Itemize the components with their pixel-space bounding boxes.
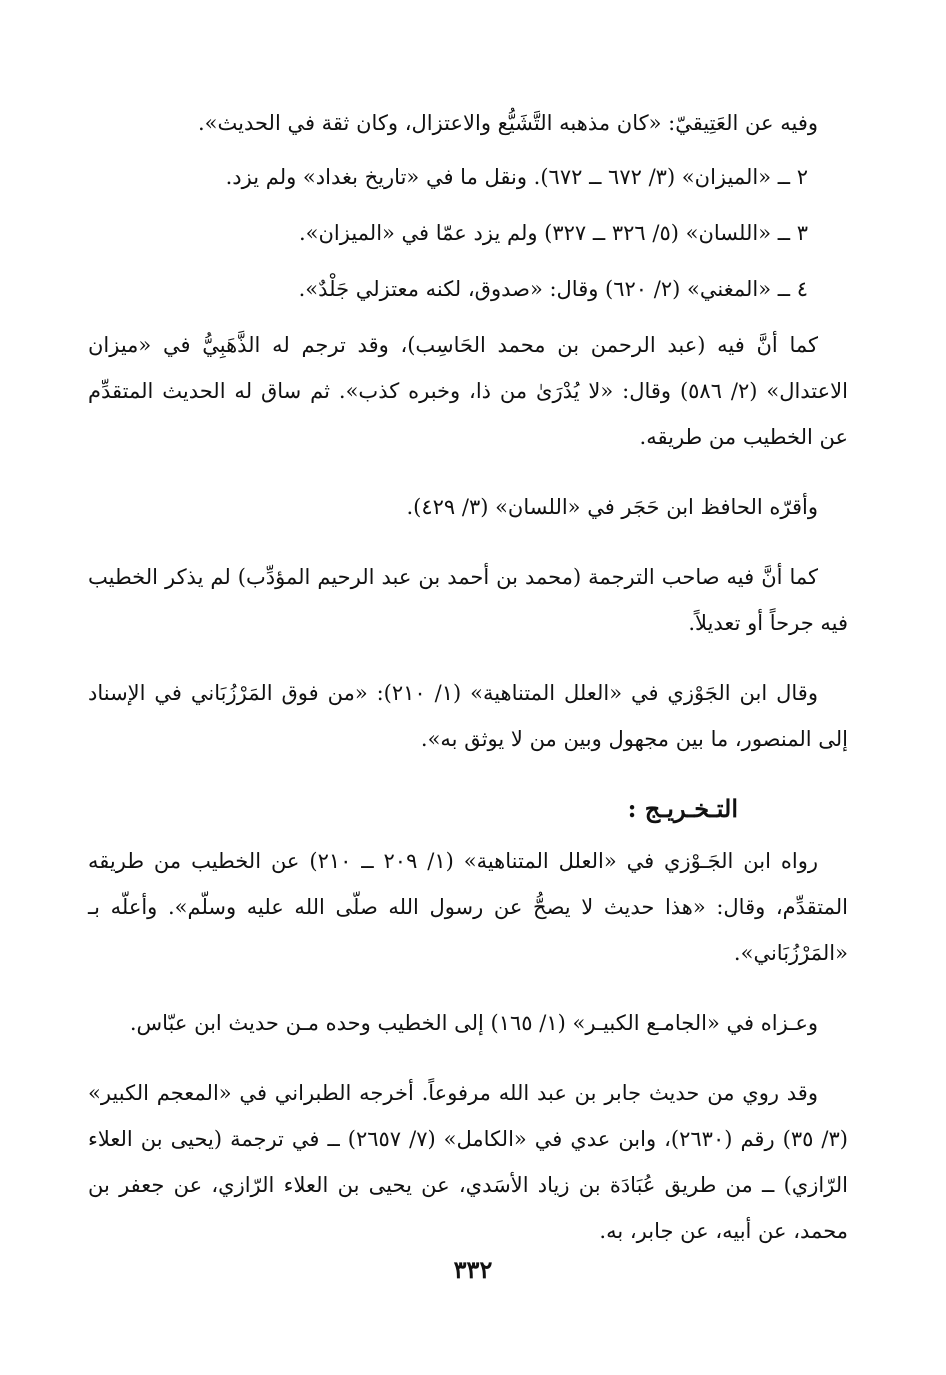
paragraph-abdulrahman-hasib: كما أنَّ فيه (عبد الرحمن بن محمد الحَاسِب)، وقد ترجم له الذَّهَبِيُّ في «ميزان الاعتدال» (٢/ ٥٨٦) وقال: «لا يُدْرَىٰ من ذا، وخبره كذب». ثم ساق له الحديث المتقدِّم عن الخطيب من طريقه. [88,333,848,449]
list-item-mughni: ٤ ــ «المغني» (٢/ ٦٢٠) وقال: «صدوق، لكنه معتزلي جَلْدٌ». [298,277,808,301]
paragraph-jabir-hadith: وقد روي من حديث جابر بن عبد الله مرفوعاً. أخرجه الطبراني في «المعجم الكبير» (٣/ ٣٥) رقم (٢٦٣٠)، وابن عدي في «الكامل» (٧/ ٢٦٥٧) ــ في ترجمة (يحيى بن العلاء الرّازي) ــ من طريق عُبَادَة بن زياد الأسَدي، عن يحيى بن العلاء الرّازي، عن جعفر بن محمد، عن أبيه، عن جابر، به. [88,1081,848,1243]
page-body [88,100,848,1278]
paragraph-takhrij-jawzi: رواه ابن الجَـوْزي في «العلل المتناهية» (١/ ٢٠٩ ــ ٢١٠) عن الخطيب من طريقه المتقدِّم، وقال: «هذا حديث لا يصحُّ عن رسول الله صلّى الله عليه وسلّم». وأعلّه بـ «المَرْزُبَاني». [88,849,848,965]
paragraph-ibn-hajar: وأقرّه الحافظ ابن حَجَر في «اللسان» (٣/ ٤٢٩). [406,495,818,519]
list-item-lisan: ٣ ــ «اللسان» (٥/ ٣٢٦ ــ ٣٢٧) ولم يزد عمّا في «الميزان». [298,221,808,245]
section-heading-takhrij: التـخـريـج : [627,794,738,823]
paragraph-ibn-jawzi: وقال ابن الجَوْزي في «العلل المتناهية» (١/ ٢١٠): «من فوق المَرْزُبَاني في الإسناد إلى المنصور، ما بين مجهول وبين من لا يوثق به». [88,681,848,751]
paragraph-muaddib: كما أنَّ فيه صاحب الترجمة (محمد بن أحمد بن عبد الرحيم المؤدِّب) لم يذكر الخطيب فيه جرحاً أو تعديلاً. [88,565,848,635]
paragraph-jami-kabir: وعـزاه في «الجامـع الكبيـر» (١/ ١٦٥) إلى الخطيب وحده مـن حديث ابن عبّاس. [129,1011,818,1035]
paragraph-atiqi-quote: وفيه عن العَتِيقيّ: «كان مذهبه التَّشَيُّع والاعتزال، وكان ثقة في الحديث». [197,111,818,135]
list-item-mizan: ٢ ــ «الميزان» (٣/ ٦٧٢ ــ ٦٧٢). ونقل ما في «تاريخ بغداد» ولم يزد. [225,165,808,189]
page-number: ٣٣٢ [453,1255,493,1284]
